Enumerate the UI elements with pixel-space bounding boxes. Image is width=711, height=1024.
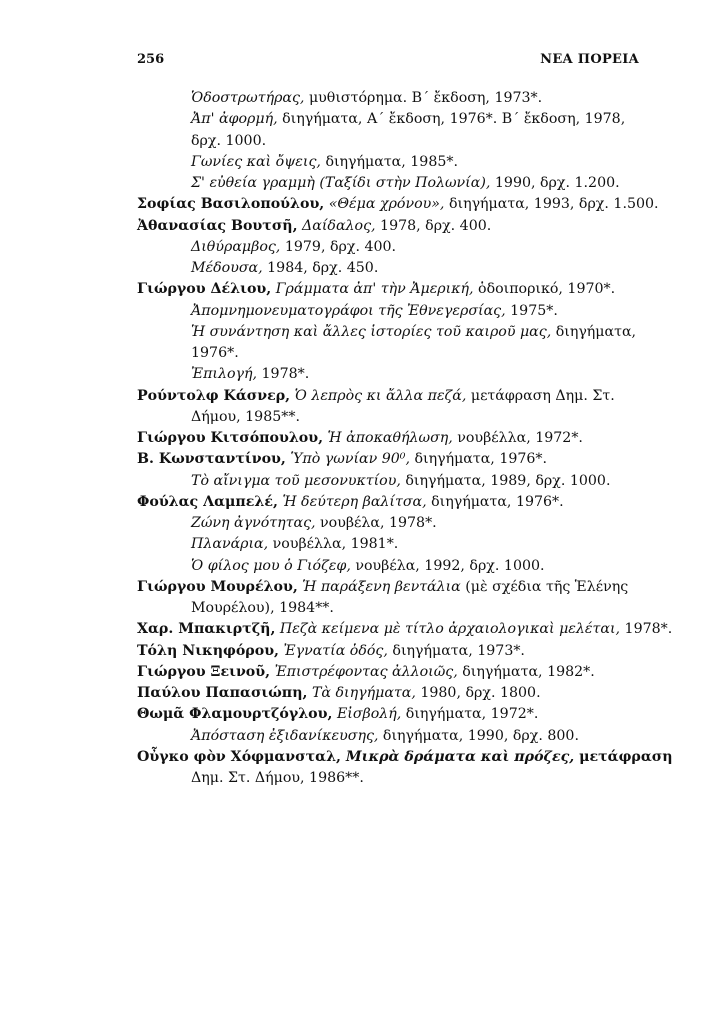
entry-continuation: 1976*. bbox=[191, 345, 239, 361]
list-item bbox=[137, 747, 673, 790]
entry-author: Παύλου Παπασιώπη, bbox=[137, 685, 308, 701]
entry-author: Γιώργου Κιτσόπουλου, bbox=[137, 430, 324, 446]
entry-continuation: Δημ. Στ. Δήμου, 1986**. bbox=[191, 770, 364, 786]
entry-title: Γράμματα ἀπ' τὴν Ἀμερική, bbox=[271, 281, 474, 298]
entry-details: διηγήματα, 1982*. bbox=[457, 663, 595, 680]
entry-author: Γιώργου Δέλιου, bbox=[137, 281, 272, 298]
entry-details: 1979, δρχ. 400. bbox=[280, 238, 397, 255]
entry-title: Ἡ παράξενη βεντάλια bbox=[297, 578, 461, 595]
entry-details: διηγήματα, 1985*. bbox=[320, 153, 458, 170]
list-item bbox=[137, 641, 647, 662]
entry-title: Εἰσβολή, bbox=[332, 706, 402, 723]
entry-title: Ζώνη ἀγνότητας, bbox=[191, 515, 316, 531]
list-item bbox=[137, 619, 673, 640]
entry-details: 1975*. bbox=[505, 302, 558, 319]
entry-details: 1984, δρχ. 450. bbox=[262, 260, 379, 276]
entry-details: νουβέλα, 1978*. bbox=[315, 515, 437, 531]
entry-details: 1980, δρχ. 1800. bbox=[415, 685, 541, 701]
entry-title: «Θέμα χρόνου», bbox=[324, 196, 445, 213]
page-number: 256 bbox=[137, 52, 165, 67]
entry-title: Μικρὰ δράματα καὶ πρόζες, bbox=[340, 748, 575, 765]
entry-title: Σ' εὐθεία γραμμὴ (Ταξίδι στὴν Πολωνία), bbox=[191, 175, 491, 191]
entry-details: διηγήματα, 1972*. bbox=[401, 706, 539, 723]
list-item bbox=[137, 258, 647, 279]
list-item bbox=[137, 322, 647, 365]
list-item bbox=[137, 364, 647, 385]
page-header bbox=[137, 52, 639, 72]
entry-details: διηγήματα, 1976*. bbox=[409, 451, 548, 468]
list-item bbox=[137, 109, 647, 152]
list-item bbox=[137, 704, 647, 725]
entry-title: Ὁδοστρωτήρας, bbox=[191, 90, 305, 106]
entry-details: ὁδοιπορικό, 1970*. bbox=[473, 281, 616, 298]
entry-details: 1978*. bbox=[257, 366, 310, 383]
bibliography-list bbox=[137, 88, 673, 789]
entry-details: μυθιστόρημα. Β΄ ἔκδοση, 1973*. bbox=[304, 90, 543, 106]
entry-details: μετάφραση Δημ. Στ. bbox=[466, 387, 615, 404]
entry-author: Ρούντολφ Κάσνερ, bbox=[137, 387, 291, 404]
entry-details: (μὲ σχέδια τῆς Ἑλένης bbox=[460, 578, 629, 595]
entry-author: Σοφίας Βασιλοπούλου, bbox=[137, 196, 325, 213]
entry-details: μετάφραση bbox=[574, 748, 673, 765]
entry-details: διηγήματα, 1973*. bbox=[387, 642, 525, 659]
entry-details: νουβέλα, 1992, δρχ. 1000. bbox=[350, 557, 545, 574]
list-item bbox=[137, 556, 647, 577]
entry-details: νουβέλλα, 1972*. bbox=[452, 430, 583, 446]
list-item bbox=[137, 194, 659, 215]
entry-title: Τὰ διηγήματα, bbox=[307, 685, 416, 701]
entry-author: Οὖγκο φὸν Χόφμανσταλ, bbox=[137, 748, 341, 765]
list-item bbox=[137, 471, 647, 492]
entry-details: διηγήματα, 1989, δρχ. 1000. bbox=[400, 472, 611, 489]
entry-author: Γιώργου Ξεινοῦ, bbox=[137, 663, 271, 680]
entry-title: Ἐπιλογή, bbox=[191, 366, 258, 383]
list-item bbox=[137, 88, 647, 109]
entry-title: Ἐπιστρέφοντας ἀλλοιῶς, bbox=[270, 663, 458, 680]
entry-title: Διθύραμβος, bbox=[191, 238, 281, 255]
list-item bbox=[137, 152, 647, 173]
entry-title: Ἀπ' ἀφορμή, bbox=[191, 111, 278, 128]
list-item bbox=[137, 449, 647, 470]
list-item bbox=[137, 726, 647, 747]
list-item bbox=[137, 301, 647, 322]
entry-title: Ἡ συνάντηση καὶ ἄλλες ἱστορίες τοῦ καιροῦ μας, bbox=[191, 323, 552, 340]
list-item bbox=[137, 662, 647, 683]
list-item bbox=[137, 216, 647, 237]
entry-title: Ἐγνατία ὁδός, bbox=[279, 642, 388, 659]
entry-continuation: Μουρέλου), 1984**. bbox=[191, 600, 334, 616]
entry-details: διηγήματα, bbox=[551, 323, 637, 340]
entry-details: 1978*. bbox=[620, 621, 673, 638]
entry-details: 1990, δρχ. 1.200. bbox=[490, 175, 620, 191]
list-item bbox=[137, 279, 647, 300]
running-title: ΝΕΑ ΠΟΡΕΙΑ bbox=[540, 52, 639, 67]
entry-title: Ἀπομνημονευματογράφοι τῆς Ἐθνεγερσίας, bbox=[191, 302, 506, 319]
entry-details: διηγήματα, Α΄ ἔκδοση, 1976*. Β΄ ἔκδοση, 1978, bbox=[277, 111, 626, 128]
list-item bbox=[137, 513, 647, 534]
entry-continuation: δρχ. 1000. bbox=[191, 132, 267, 149]
list-item bbox=[137, 428, 647, 449]
entry-title: Ὁ λεπρὸς κι ἄλλα πεζά, bbox=[290, 387, 467, 404]
entry-title: Γωνίες καὶ ὄψεις, bbox=[191, 153, 321, 170]
list-item bbox=[137, 173, 647, 194]
entry-author: Ἀθανασίας Βουτσῆ, bbox=[137, 217, 298, 234]
list-item bbox=[137, 492, 647, 513]
entry-details: διηγήματα, 1990, δρχ. 800. bbox=[378, 727, 579, 744]
entry-author: Τόλη Νικηφόρου, bbox=[137, 642, 279, 659]
entry-title: Πλανάρια, bbox=[191, 536, 269, 553]
entry-details: 1978, δρχ. 400. bbox=[375, 217, 492, 234]
entry-title: Ἡ δεύτερη βαλίτσα, bbox=[277, 493, 427, 510]
entry-title: Δαίδαλος, bbox=[297, 217, 376, 234]
list-item bbox=[137, 534, 647, 555]
entry-title: Ἀπόσταση ἐξιδανίκευσης, bbox=[191, 727, 379, 744]
entry-title: Τὸ αἴνιγμα τοῦ μεσονυκτίου, bbox=[191, 472, 401, 489]
entry-title: Πεζὰ κείμενα μὲ τίτλο ἀρχαιολογικαὶ μελέται, bbox=[275, 621, 621, 638]
entry-author: Β. Κωνσταντίνου, bbox=[137, 451, 286, 468]
entry-details: νουβέλλα, 1981*. bbox=[268, 536, 399, 553]
entry-details: διηγήματα, 1993, δρχ. 1.500. bbox=[444, 196, 659, 213]
list-item bbox=[137, 577, 647, 620]
entry-author: Θωμᾶ Φλαμουρτζόγλου, bbox=[137, 706, 333, 723]
list-item bbox=[137, 683, 647, 704]
entry-title: Ὑπὸ γωνίαν 90⁰, bbox=[285, 451, 410, 468]
list-item bbox=[137, 386, 647, 429]
entry-title: Ὁ φίλος μου ὁ Γιόζεφ, bbox=[191, 557, 351, 574]
entry-continuation: Δήμου, 1985**. bbox=[191, 408, 300, 425]
entry-author: Χαρ. Μπακιρτζῆ, bbox=[137, 621, 276, 638]
entry-author: Γιώργου Μουρέλου, bbox=[137, 578, 298, 595]
entry-details: διηγήματα, 1976*. bbox=[426, 493, 564, 510]
list-item bbox=[137, 237, 647, 258]
entry-title: Ἡ ἀποκαθήλωση, bbox=[323, 430, 453, 446]
entry-title: Μέδουσα, bbox=[191, 260, 263, 276]
entry-author: Φούλας Λαμπελέ, bbox=[137, 493, 278, 510]
